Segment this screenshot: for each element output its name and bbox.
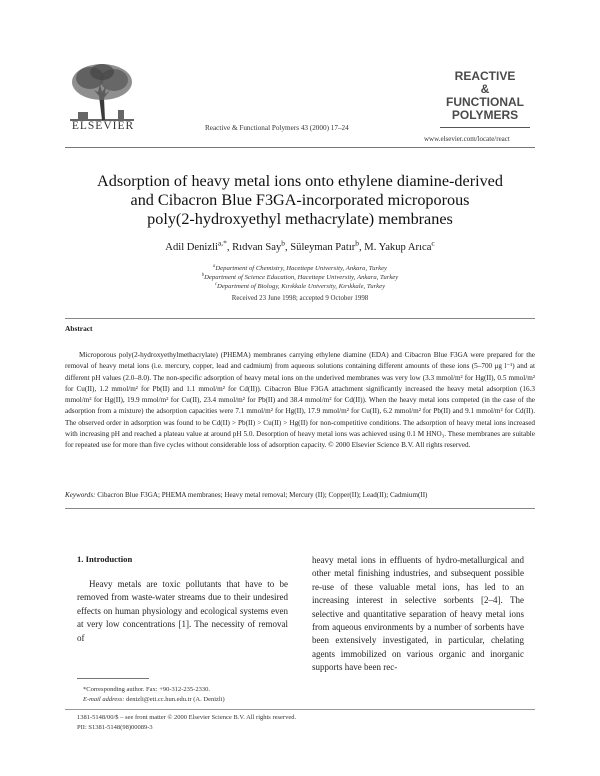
author-list: Adil Denizli$^{a,*}$, Rıdvan Say$^b$, Süleyman Patır$^b$, M. Yakup Arıca$^c$ (165, 238, 435, 253)
author-name: Adil Denizli (165, 242, 218, 253)
corresponding-author-note: *Corresponding author. Fax: +90-312-235-2330. (83, 686, 210, 693)
keywords-label: Keywords: (65, 491, 96, 499)
abstract-heading: Abstract (65, 324, 93, 333)
abstract-text: Microporous poly(2-hydroxyethylmethacrylate) (PHEMA) membranes carrying ethylene diamine (EDA) and Cibacron Blue F3GA were prepared for the removal of heavy metal ions (i.e. mercury, copper, lead and cadmium) from aqueous solutions containing different amounts of these ions (5–700 μg l⁻¹) and at different pH values (2.0–8.0). The non-specific adsorption of heavy metal ions on the underived membranes was very low (3.3 mmol/m² for Hg(II), 0.5 mmol/m² for Cu(II), 1.2 mmol/m² for Pb(II) and 1.1 mmol/m² for Cd(II)). Cibacron Blue F3GA attachment significantly increased the heavy metal adsorption (16.3 mmol/m² for Hg(II), 19.9 mmol/m² for Cu(II), 23.4 mmol/m² for Pb(II) and 38.4 mmol/m² for Cd(II)). When the heavy metal ions competed (in the case of the adsorption from a mixture) the adsorption capacities were 7.1 mmol/m² for Hg(II), 17.9 mmol/m² for Cu(II), 6.2 mmol/m² for Pb(II) and 9.1 mmol/m² for Cd(II). The observed order in adsorption was found to be Cd(II) > Pb(II) > Cu(II) > Hg(II) for non-competitive conditions. The adsorption of heavy metal ions increased with increasing pH and reached a plateau value at around pH 5.0. Desorption of heavy metal ions was achieved using 0.1 M HNO₃. These membranes are suitable for repeated use for more than five cycles without considerable loss of adsorption capacity. © 2000 Elsevier Science B.V. All rights reserved. (65, 351, 535, 450)
affiliation-text: Department of Biology, Kırıkkale University, Kırıkkale, Turkey (217, 283, 386, 290)
author-marker: c (431, 238, 435, 248)
journal-logo-line: & (480, 82, 490, 96)
email-note (77, 696, 297, 703)
title-line: Adsorption of heavy metal ions onto ethylene diamine-derived (97, 172, 503, 190)
title-line: and Cibacron Blue F3GA-incorporated microporous (130, 191, 470, 209)
footnote-rule (77, 678, 149, 679)
section-heading: 1. Introduction (77, 554, 133, 564)
journal-logo-line: FUNCTIONAL (446, 95, 524, 109)
journal-url[interactable]: www.elsevier.com/locate/react (424, 135, 510, 143)
affiliation-marker: a (212, 263, 216, 269)
journal-logo-line: REACTIVE (454, 69, 516, 83)
title-line: poly(2-hydroxyethyl methacrylate) membranes (147, 210, 453, 228)
article-title (80, 172, 520, 229)
author-marker: a,* (217, 238, 227, 248)
affiliation (80, 274, 520, 281)
footer-rule (65, 709, 535, 710)
author-name: M. Yakup Arıca (364, 242, 432, 253)
issn-line: 1381-5148/00/$ – see front matter © 2000 Elsevier Science B.V. All rights reserved. (77, 714, 297, 721)
keywords (65, 491, 535, 499)
affiliation (80, 283, 520, 290)
received-dates: Received 23 June 1998; accepted 9 October 1998 (231, 295, 369, 302)
header-rule (65, 147, 535, 148)
publisher-name: ELSEVIER (71, 120, 135, 132)
affiliation-text: Department of Chemistry, Hacettepe University, Ankara, Turkey (215, 265, 388, 272)
affiliation-marker: b (201, 272, 205, 278)
email-label: E-mail address: (83, 696, 125, 703)
affiliation (80, 265, 520, 272)
abstract-bottom-rule (65, 508, 535, 509)
journal-citation: Reactive & Functional Polymers 43 (2000) 17–24 (205, 124, 349, 132)
author-marker: b (281, 238, 285, 248)
author-name: Süleyman Patır (290, 242, 356, 253)
elsevier-tree-logo (68, 62, 136, 122)
keywords-list: Cibacron Blue F3GA; PHEMA membranes; Heavy metal removal; Mercury (II); Copper(II); Lead(II); Cadmium(II) (97, 491, 428, 499)
pii-line: PII: S1381-5148(98)00089-3 (77, 724, 153, 731)
email-address[interactable]: denizli@eti.cc.hun.edu.tr (A. Denizli) (126, 696, 225, 703)
author-marker: b (355, 238, 359, 248)
abstract-top-rule (65, 318, 535, 319)
affiliation-text: Department of Science Education, Hacettepe University, Ankara, Turkey (204, 274, 399, 281)
right-column-text: heavy metal ions in effluents of hydro-metallurgical and other metal finishing industries, and subsequent possible re-use of these valuable metal ions, has led to an increasing interest in selective sorbents [2–4]. The selective and quantitative separation of heavy metal ions from aqueous environments by a number of sorbents have been extensively investigated, in particular, chelating agents immobilized on various organic and inorganic supports have been rec- (312, 555, 524, 673)
affiliation-marker: c (214, 281, 217, 287)
left-column-text: Heavy metals are toxic pollutants that have to be removed from waste-water streams due to their undesired effects on human physiology and ecological systems even at very low concentrations [1]. The necessity of removal of (77, 579, 288, 643)
author-name: Rıdvan Say (232, 242, 282, 253)
journal-logo (440, 70, 530, 122)
journal-logo-line: POLYMERS (451, 108, 519, 122)
logo-divider (440, 127, 530, 128)
